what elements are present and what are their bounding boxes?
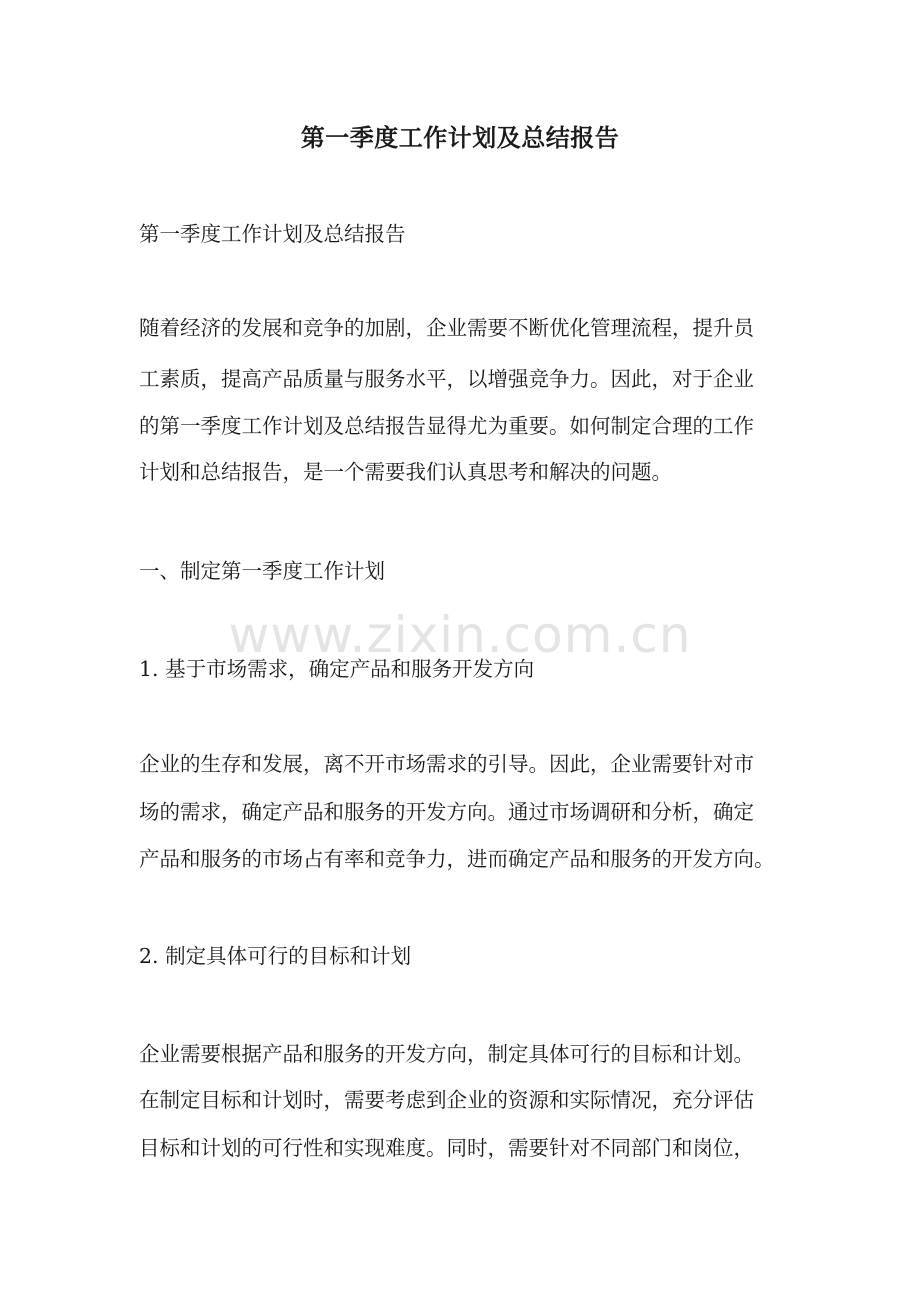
item-heading: 2. 制定具体可行的目标和计划	[139, 944, 412, 968]
item2-line: 企业需要根据产品和服务的开发方向，制定具体可行的目标和计划。	[139, 1042, 754, 1066]
item1-line: 场的需求，确定产品和服务的开发方向。通过市场调研和分析，确定	[139, 800, 754, 824]
intro-line: 的第一季度工作计划及总结报告显得尤为重要。如何制定合理的工作	[139, 414, 754, 438]
section-heading: 一、制定第一季度工作计划	[139, 559, 385, 583]
item1-line: 产品和服务的市场占有率和竞争力，进而确定产品和服务的开发方向。	[139, 847, 775, 871]
intro-line: 随着经济的发展和竞争的加剧，企业需要不断优化管理流程，提升员	[139, 316, 754, 340]
item2-line: 目标和计划的可行性和实现难度。同时，需要针对不同部门和岗位，	[139, 1136, 754, 1160]
document-title: 第一季度工作计划及总结报告	[300, 124, 620, 152]
intro-line: 工素质，提高产品质量与服务水平，以增强竞争力。因此，对于企业	[139, 367, 754, 391]
watermark: www.zixin.com.cn	[228, 606, 692, 664]
item-heading: 1. 基于市场需求，确定产品和服务开发方向	[139, 657, 535, 681]
intro-line: 计划和总结报告，是一个需要我们认真思考和解决的问题。	[139, 460, 672, 484]
item2-line: 在制定目标和计划时，需要考虑到企业的资源和实际情况，充分评估	[139, 1088, 754, 1112]
item1-line: 企业的生存和发展，离不开市场需求的引导。因此，企业需要针对市	[139, 752, 754, 776]
subtitle: 第一季度工作计划及总结报告	[139, 222, 406, 246]
